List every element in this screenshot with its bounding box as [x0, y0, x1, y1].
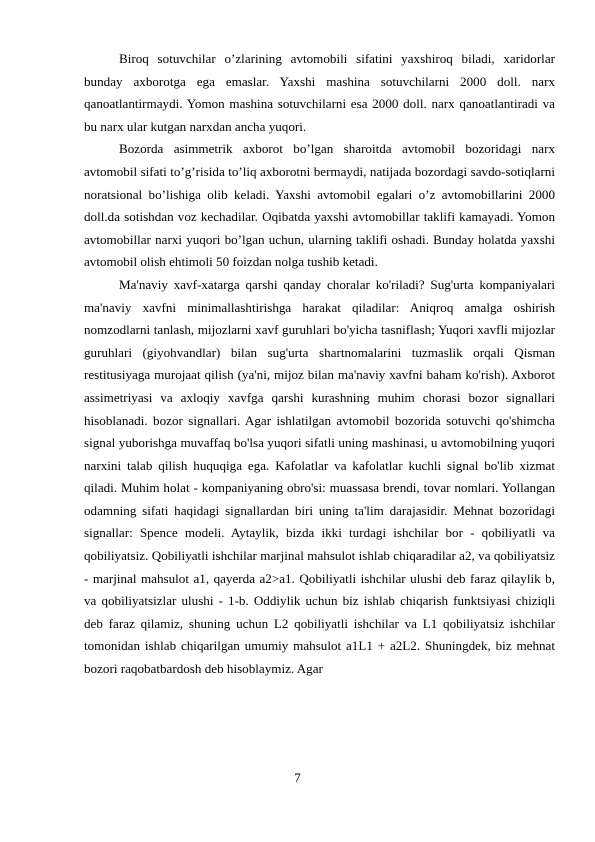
paragraph: Biroq sotuvchilar o’zlarining avtomobili sifatini yaxshiroq biladi, xaridorlar bunday axborotga ega emaslar. Yaxshi mashina sotuvchilarni 2000 doll. narx qanoatlantirmaydi. Yomon mashina sotuvchilarni esa 2000 doll. narx qanoatlantiradi va bu narx ular kutgan narxdan ancha yuqori. — [84, 51, 555, 134]
page-body — [84, 48, 555, 681]
paragraph: Ma'naviy xavf-xatarga qarshi qanday choralar ko'riladi? Sug'urta kompaniyalari ma'naviy xavfni minimallashtirishga harakat qiladilar: Aniqroq amalga oshirish nomzodlarni tanlash, mijozlarni xavf guruhlari bo'yicha tasniflash; Yuqori xavfli mijozlar guruhlari (giyohvandlar) bilan sug'urta shartnomalarini tuzmaslik orqali Qisman restitusiyaga murojaat qilish (ya'ni, mijoz bilan ma'naviy xavfni baham ko'rish). Axborot assimetriyasi va axloqiy xavfga qarshi kurashning muhim chorasi bozor signallari hisoblanadi. bozor signallari. Agar ishlatilgan avtomobil bozorida sotuvchi qo'shimcha signal yuborishga muvaffaq bo'lsa yuqori sifatli uning mashinasi, u avtomobilning yuqori narxini talab qilish huquqiga ega. Kafolatlar va kafolatlar kuchli signal bo'lib xizmat qiladi. Muhim holat - kompaniyaning obro'si: muassasa brendi, tovar nomlari. Yollangan odamning sifati haqidagi signallardan biri uning ta'lim darajasidir. Mehnat bozoridagi signallar: Spence modeli. Aytaylik, bizda ikki turdagi ishchilar bor - qobiliyatli va qobiliyatsiz. Qobiliyatli ishchilar marjinal mahsulot ishlab chiqaradilar a2, va qobiliyatsiz - marjinal mahsulot a1, qayerda a2>a1. Qobiliyatli ishchilar ulushi deb faraz qilaylik b, va qobiliyatsizlar ulushi - 1-b. Oddiylik uchun biz ishlab chiqarish funktsiyasi chiziqli deb faraz qilamiz, shuning uchun L2 qobiliyatli ishchilar va L1 qobiliyatsiz ishchilar tomonidan ishlab chiqarilgan umumiy mahsulot a1L1 + a2L2. Shuningdek, biz mehnat bozori raqobatbardosh deb hisoblaymiz. Agar — [84, 276, 555, 677]
paragraph: Bozorda asimmetrik axborot bo’lgan sharoitda avtomobil bozoridagi narx avtomobil sifati to’g’risida to’liq axborotni bermaydi, natijada bozordagi savdo-sotiqlarni noratsional bo’lishiga olib keladi. Yaxshi avtomobil egalari o’z avtomobillarini 2000 doll.da sotishdan voz kechadilar. Oqibatda yaxshi avtomobillar taklifi kamayadi. Yomon avtomobillar narxi yuqori bo’lgan uchun, ularning taklifi oshadi. Bunday holatda yaxshi avtomobil olish ehtimoli 50 foizdan nolga tushib ketadi. — [84, 141, 555, 270]
page-number: 7 — [294, 770, 301, 785]
